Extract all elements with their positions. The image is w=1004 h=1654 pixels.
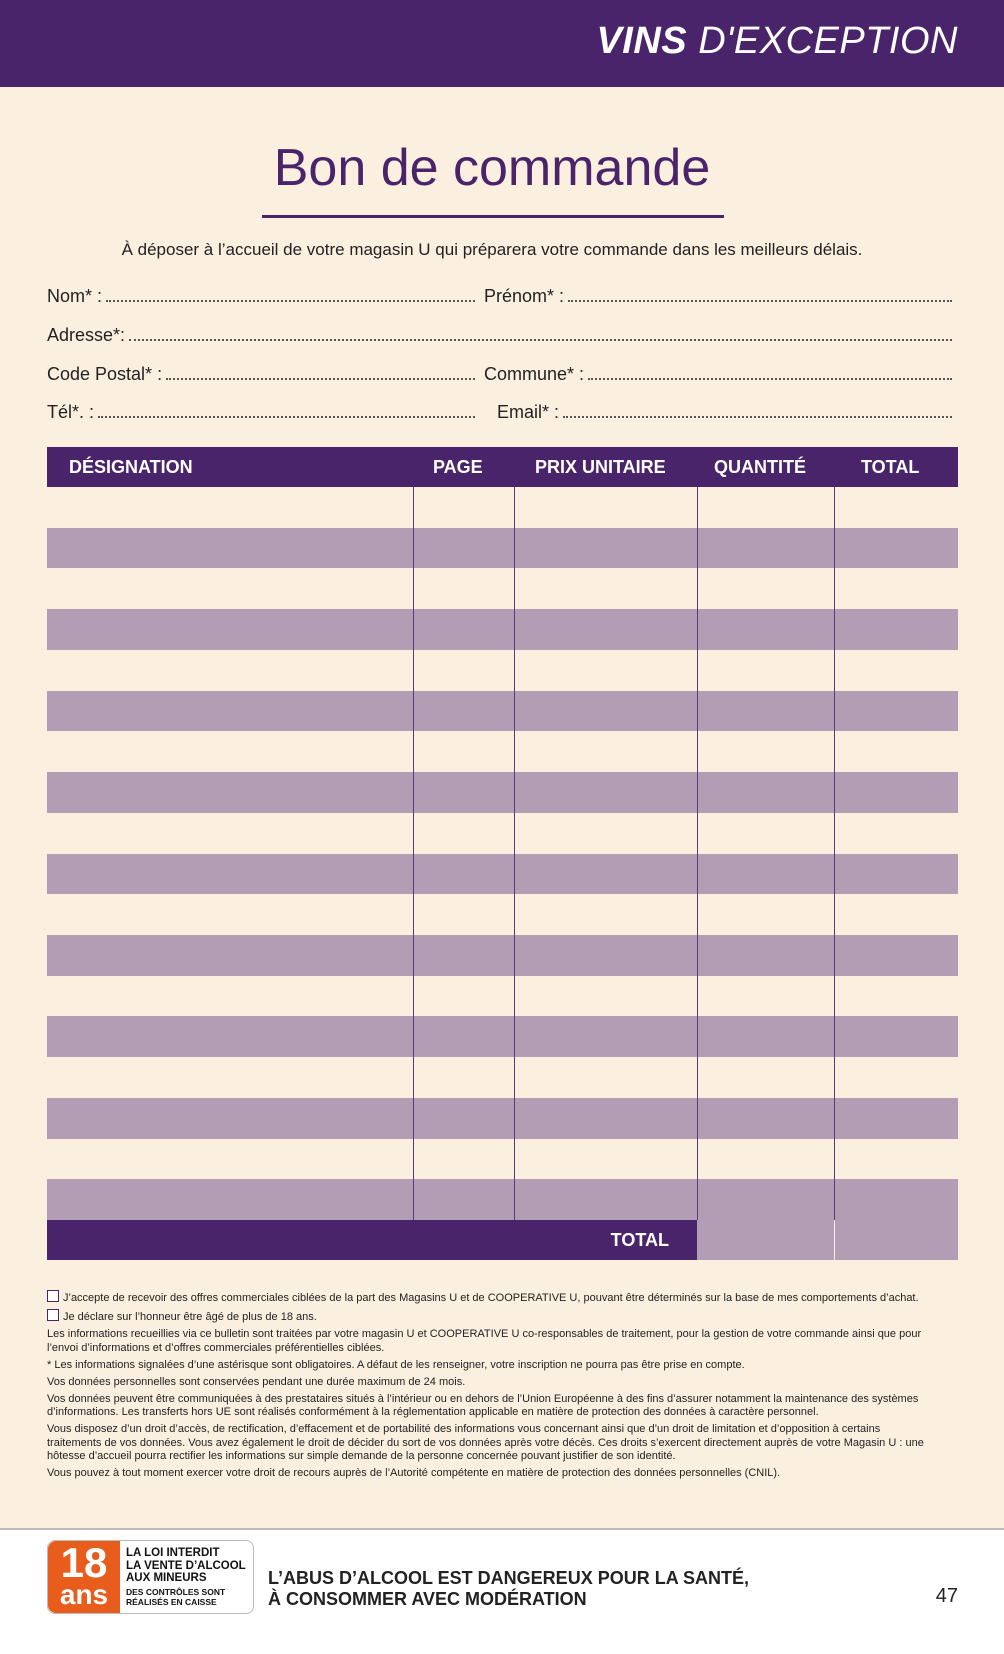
table-row[interactable]	[47, 813, 958, 854]
prenom-line[interactable]	[568, 288, 952, 302]
tel-label: Tél*. :	[47, 402, 95, 422]
table-row[interactable]	[47, 568, 958, 609]
table-row[interactable]	[47, 487, 958, 528]
email-line[interactable]	[563, 404, 952, 418]
email-label: Email* :	[497, 402, 560, 422]
column-divider	[514, 487, 515, 1220]
adresse-line[interactable]	[129, 327, 952, 341]
badge-line: LA VENTE D’ALCOOL	[126, 1559, 246, 1572]
consent-age-checkbox[interactable]	[47, 1309, 59, 1321]
header-bar	[0, 0, 1004, 87]
table-row[interactable]	[47, 1057, 958, 1098]
legal-paragraph: Les informations recueillies via ce bulletin sont traitées par votre magasin U et COOPERATIVE U co-responsables de traitement, pour la gestion de votre commande ainsi que pour l’envoi d’informations et d’offres commerciales préférentielles ciblées.	[47, 1328, 922, 1354]
code-postal-line[interactable]	[166, 366, 475, 380]
header-quantite: QUANTITÉ	[714, 457, 806, 477]
adresse-label: Adresse*:	[47, 325, 126, 345]
table-row[interactable]	[47, 976, 958, 1017]
table-row[interactable]	[47, 731, 958, 772]
legal-paragraph: Vos données peuvent être communiquées à des prestataires situés à l’intérieur ou en dehors de l’Union Européenne à des fins d’assurer notamment la maintenance des systèmes d’informations. Les transferts hors UE sont réalisés conformément à la réglementation applicable en matière de protection des données à caractère personnel.	[47, 1392, 919, 1418]
table-row[interactable]	[47, 691, 958, 732]
tel-line[interactable]	[98, 404, 475, 418]
total-quantity-cell[interactable]	[697, 1220, 834, 1260]
header-page: PAGE	[433, 457, 483, 477]
header-designation: DÉSIGNATION	[69, 457, 193, 477]
header-prix-unitaire: PRIX UNITAIRE	[535, 457, 666, 477]
health-warning-line: À CONSOMMER AVEC MODÉRATION	[268, 1589, 587, 1609]
age-unit: ans	[59, 1579, 109, 1610]
code-postal-label: Code Postal* :	[47, 364, 163, 384]
brand-title-bold: VINS	[596, 20, 688, 62]
table-row[interactable]	[47, 854, 958, 895]
total-amount-cell[interactable]	[835, 1220, 958, 1260]
consent-offers-text: J’accepte de recevoir des offres commerciales ciblées de la part des Magasins U et de COOPERATIVE U, pouvant être déterminés sur la base de mes comportements d’achat.	[63, 1292, 919, 1304]
brand-title-rest: D'EXCEPTION	[687, 20, 958, 62]
table-row[interactable]	[47, 609, 958, 650]
badge-small-line: DES CONTRÔLES SONT	[126, 1586, 226, 1597]
age-number: 18	[60, 1539, 108, 1586]
nom-field[interactable]	[47, 286, 475, 307]
tel-field[interactable]	[47, 402, 475, 423]
title-underline	[262, 215, 724, 218]
badge-small-line: RÉALISÉS EN CAISSE	[126, 1596, 217, 1607]
legal-paragraph: Vos données personnelles sont conservées pendant une durée maximum de 24 mois.	[47, 1375, 466, 1388]
commune-line[interactable]	[588, 366, 952, 380]
age-restriction-badge	[47, 1540, 254, 1614]
table-row[interactable]	[47, 1179, 958, 1220]
table-row[interactable]	[47, 1098, 958, 1139]
prenom-label: Prénom* :	[484, 286, 565, 306]
column-divider	[413, 487, 414, 1220]
table-header	[47, 447, 958, 487]
table-row[interactable]	[47, 528, 958, 569]
footer	[0, 1530, 1004, 1654]
legal-paragraph: Vous disposez d’un droit d’accès, de rectification, d’effacement et de portabilité des informations vous concernant ainsi que d’un droit de limitation et d’opposition à certains traitements de vos données. Vous avez également le droit de décider du sort de vos données après votre décès. Ces droits s’exercent directement auprès de votre Magasin U : une hôtesse d’accueil pourra rectifier les informations sur simple demande de la personne concernée pouvant justifier de son identité.	[47, 1423, 924, 1462]
total-row	[47, 1220, 958, 1260]
health-warning-line: L’ABUS D’ALCOOL EST DANGEREUX POUR LA SANTÉ,	[268, 1568, 750, 1588]
nom-line[interactable]	[106, 288, 475, 302]
consent-offers-checkbox[interactable]	[47, 1290, 59, 1302]
table-row[interactable]	[47, 650, 958, 691]
table-row[interactable]	[47, 894, 958, 935]
total-label-cell	[47, 1220, 697, 1260]
table-row[interactable]	[47, 772, 958, 813]
column-divider	[697, 487, 698, 1220]
table-row[interactable]	[47, 1016, 958, 1057]
commune-field[interactable]	[484, 364, 952, 385]
badge-line: LA LOI INTERDIT	[126, 1547, 220, 1559]
prenom-field[interactable]	[484, 286, 952, 307]
legal-notice	[47, 1290, 937, 1484]
header-total: TOTAL	[861, 457, 920, 477]
legal-paragraph: * Les informations signalées d’une astérisque sont obligatoires. A défaut de les renseigner, votre inscription ne pourra pas être prise en compte.	[47, 1358, 745, 1371]
age-badge-text	[126, 1547, 251, 1607]
total-label: TOTAL	[610, 1230, 669, 1250]
brand-title	[596, 20, 958, 63]
email-field[interactable]	[497, 402, 952, 423]
page-title: Bon de commande	[273, 139, 711, 197]
consent-age	[47, 1309, 937, 1325]
consent-offers	[47, 1290, 937, 1306]
page-number: 47	[935, 1585, 958, 1607]
adresse-field[interactable]	[47, 325, 952, 346]
legal-paragraph: Vous pouvez à tout moment exercer votre droit de recours auprès de l’Autorité compétente en matière de protection des données personnelles (CNIL).	[47, 1467, 781, 1479]
consent-age-text: Je déclare sur l’honneur être âgé de plus de 18 ans.	[63, 1311, 317, 1323]
health-warning	[268, 1568, 749, 1610]
intro-text: À déposer à l’accueil de votre magasin U qui préparera votre commande dans les meilleurs délais.	[121, 240, 863, 259]
nom-label: Nom* :	[47, 286, 103, 306]
table-row[interactable]	[47, 935, 958, 976]
age-badge-number	[48, 1541, 120, 1613]
badge-line: AUX MINEURS	[126, 1572, 207, 1584]
table-row[interactable]	[47, 1139, 958, 1180]
code-postal-field[interactable]	[47, 364, 475, 385]
commune-label: Commune* :	[484, 364, 585, 384]
column-divider	[834, 487, 835, 1220]
